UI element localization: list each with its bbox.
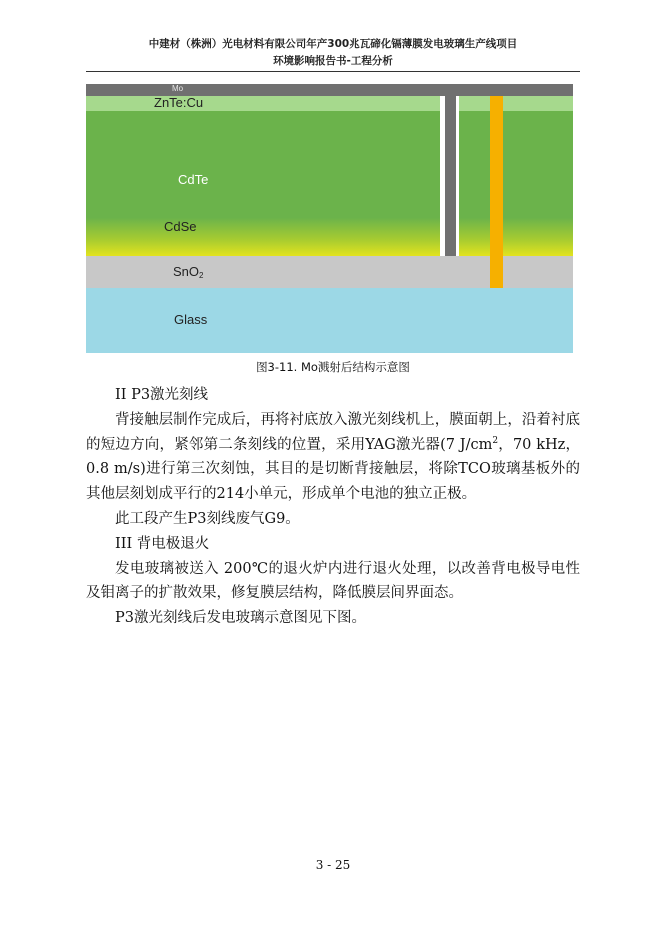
unit-superscript: 2 — [492, 435, 499, 446]
sno2-label — [173, 264, 203, 280]
figure-caption: 图3-11. Mo溅射后结构示意图 — [256, 360, 410, 374]
p1-scribe-line — [490, 96, 503, 288]
sno2-label-base: SnO — [173, 264, 200, 279]
paragraph-annealing: 发电玻璃被送入 200℃的退火炉内进行退火处理，以改善背电极导电性及钼离子的扩散效果，修复膜层结构，降低膜层间界面态。 — [86, 560, 580, 602]
header-divider — [86, 71, 580, 72]
cell-structure-figure — [86, 84, 573, 353]
page-header — [86, 36, 580, 70]
glass-layer — [86, 288, 573, 353]
paragraph-next-figure: P3激光刻线后发电玻璃示意图见下图。 — [115, 610, 366, 627]
section-heading-p3: II P3激光刻线 — [115, 387, 209, 403]
glass-label: Glass — [174, 312, 208, 327]
scribe-gap-right — [456, 96, 459, 256]
header-title: 中建材（株洲）光电材料有限公司年产300兆瓦碲化镉薄膜发电玻璃生产线项目 — [148, 38, 518, 50]
paragraph-p3-part1: 背接触层制作完成后，再将衬底放入激光刻线机上，膜面朝上，沿着衬底的短边方向，紧邻第二条刻线的位置，采用YAG激光器(7 J/cm — [86, 411, 580, 453]
section-heading-annealing: III 背电极退火 — [115, 535, 210, 552]
paragraph-p3-part2: ，70 kHz，0.8 m/s)进行第三次刻蚀，其目的是切断背接触层，将除TCO玻璃基板外的其他层刻划成平行的214小单元，形成单个电池的独立正极。 — [86, 436, 580, 503]
sno2-label-subscript: 2 — [199, 271, 204, 280]
p2-scribe-line — [445, 96, 456, 256]
header-subtitle: 环境影响报告书-工程分析 — [273, 55, 393, 67]
page-number: 3 - 25 — [315, 858, 351, 872]
znte-label: ZnTe:Cu — [154, 95, 204, 110]
cdte-label: CdTe — [178, 172, 209, 187]
body-text — [86, 383, 580, 631]
paragraph-p3-process — [86, 408, 580, 507]
cdse-label: CdSe — [164, 219, 197, 234]
mo-label: Mo — [172, 84, 184, 93]
paragraph-p3-waste-gas: 此工段产生P3刻线废气G9。 — [115, 510, 300, 527]
